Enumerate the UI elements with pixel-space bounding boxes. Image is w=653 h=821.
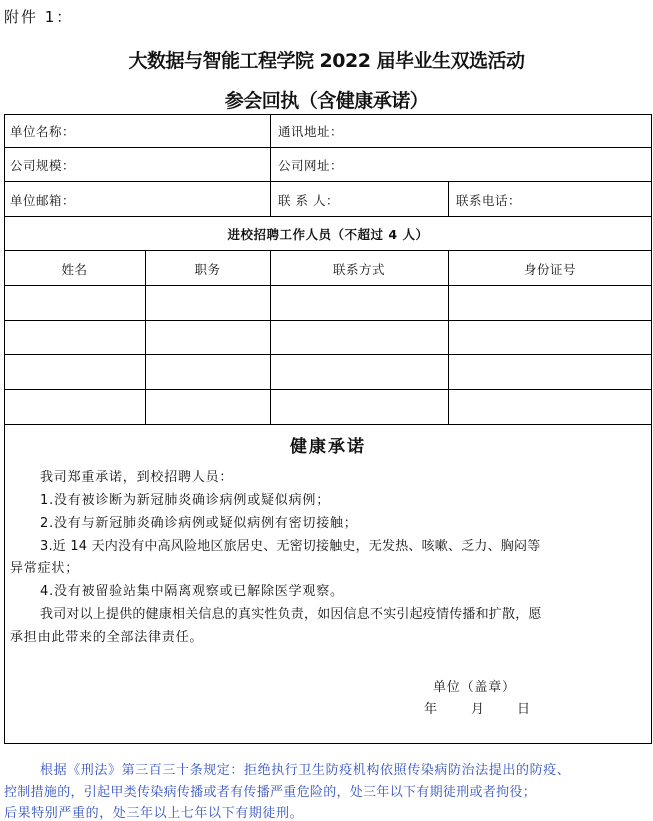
table-cell[interactable] [449, 286, 651, 319]
table-cell[interactable] [271, 286, 447, 319]
legal-note-line-3: 后果特别严重的，处三年以上七年以下有期徒刑。 [4, 806, 304, 821]
table-cell[interactable] [271, 321, 447, 353]
document-subtitle: 参会回执（含健康承诺） [224, 90, 429, 112]
column-header-position: 职务 [194, 262, 221, 277]
table-cell[interactable] [146, 390, 269, 423]
table-cell[interactable] [449, 321, 651, 353]
divider [448, 181, 449, 216]
table-row[interactable] [5, 355, 144, 388]
contact-phone-label: 联系电话： [456, 193, 522, 208]
date-month-label: 月 [471, 702, 485, 717]
column-header-id-number: 身份证号 [523, 262, 576, 277]
table-row[interactable] [5, 390, 144, 423]
pledge-statement-continued: 承担由此带来的全部法律责任。 [10, 630, 204, 645]
table-cell[interactable] [146, 286, 269, 319]
pledge-item-3-continued: 异常症状； [10, 561, 80, 576]
divider [4, 147, 652, 148]
table-cell[interactable] [271, 390, 447, 423]
legal-note-line-1: 根据《刑法》第三百三十条规定：拒绝执行卫生防疫机构依照传染病防治法提出的防疫、 [40, 763, 571, 778]
divider [4, 424, 652, 425]
table-row[interactable] [5, 321, 144, 353]
table-cell[interactable] [449, 390, 651, 423]
health-pledge-title: 健康承诺 [290, 437, 366, 457]
staff-heading: 进校招聘工作人员（不超过 4 人） [227, 227, 429, 242]
unit-seal-label: 单位（盖章） [433, 680, 516, 695]
company-size-label: 公司规模： [10, 158, 76, 173]
divider [270, 114, 271, 216]
table-cell[interactable] [271, 355, 447, 388]
table-cell[interactable] [146, 355, 269, 388]
date-day-label: 日 [517, 702, 531, 717]
address-label: 通讯地址： [278, 124, 344, 139]
pledge-item-3: 3.近 14 天内没有中高风险地区旅居史、无密切接触史，无发热、咳嗽、乏力、胸闷等 [40, 539, 541, 554]
website-label: 公司网址： [278, 158, 344, 173]
document-title: 大数据与智能工程学院 2022 届毕业生双选活动 [128, 50, 525, 72]
pledge-statement: 我司对以上提供的健康相关信息的真实性负责，如因信息不实引起疫情传播和扩散，愿 [40, 607, 542, 622]
column-header-name: 姓名 [61, 262, 88, 277]
attachment-label: 附件 1： [4, 8, 74, 26]
unit-name-label: 单位名称： [10, 124, 76, 139]
date-year-label: 年 [424, 702, 438, 717]
column-header-contact: 联系方式 [332, 262, 385, 277]
pledge-intro: 我司郑重承诺，到校招聘人员： [40, 470, 234, 485]
divider [4, 181, 652, 182]
unit-email-label: 单位邮箱： [10, 193, 76, 208]
table-row[interactable] [5, 286, 144, 319]
divider [4, 216, 652, 217]
legal-note-line-2: 控制措施的，引起甲类传染病传播或者有传播严重危险的，处三年以下有期徒刑或者拘役； [4, 785, 537, 800]
table-cell[interactable] [449, 355, 651, 388]
pledge-item-1: 1.没有被诊断为新冠肺炎确诊病例或疑似病例； [40, 493, 331, 508]
pledge-item-2: 2.没有与新冠肺炎确诊病例或疑似病例有密切接触； [40, 516, 358, 531]
divider [4, 250, 652, 251]
table-cell[interactable] [146, 321, 269, 353]
pledge-item-4: 4.没有被留验站集中隔离观察或已解除医学观察。 [40, 584, 344, 599]
contact-person-label: 联 系 人： [278, 193, 339, 208]
